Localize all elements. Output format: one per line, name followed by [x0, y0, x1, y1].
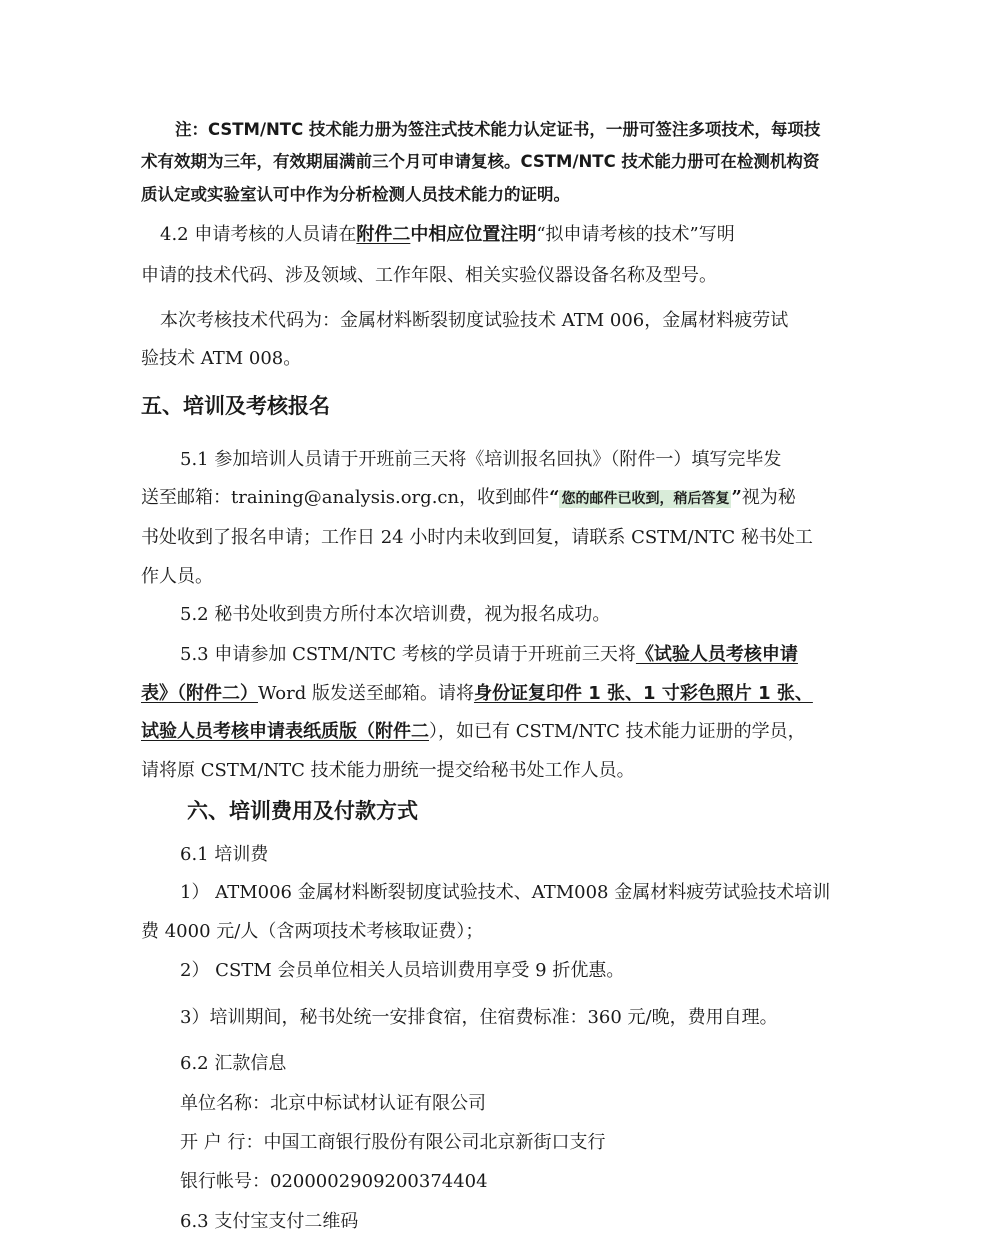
codes-line-2: 验技术 ATM 008。 — [141, 348, 302, 369]
highlighted-reply: 您的邮件已收到，稍后答复 — [561, 491, 730, 507]
section-5-1-line-1: 5.1 参加培训人员请于开班前三天将《培训报名回执》（附件一）填写完毕发 — [180, 449, 782, 470]
section-4-2-text-d: “拟申请考核的技术”写明 — [536, 224, 735, 245]
section-4-2-text-a: 4.2 申请考核的人员请在 — [160, 224, 357, 245]
section-5-1-text-end: 视为秘 — [741, 487, 796, 508]
application-form-ref-1: 《试验人员考核申请 — [635, 644, 798, 665]
section-5-3-line-2 — [141, 682, 813, 706]
heading-section-5: 五、培训及考核报名 — [141, 394, 330, 418]
section-6-3-title: 6.3 支付宝支付二维码 — [180, 1211, 359, 1232]
fee-item-1-line-2: 费 4000 元/人（含两项技术考核取证费）； — [141, 921, 484, 942]
fee-item-2: 2） CSTM 会员单位相关人员培训费用享受 9 折优惠。 — [180, 960, 625, 981]
section-5-3-line-4: 请将原 CSTM/NTC 技术能力册统一提交给秘书处工作人员。 — [141, 760, 635, 781]
note-line-1: 注：CSTM/NTC 技术能力册为签注式技术能力认定证书，一册可签注多项技术，每项技 — [175, 120, 821, 139]
section-5-1-line-2 — [141, 486, 796, 511]
section-5-2: 5.2 秘书处收到贵方所付本次培训费，视为报名成功。 — [180, 604, 611, 625]
close-quote: ” — [731, 487, 742, 508]
section-5-3-line-1 — [180, 643, 798, 667]
section-5-1-line-4: 作人员。 — [141, 566, 213, 587]
open-quote: “ — [549, 487, 560, 508]
section-5-3-text-a: 5.3 申请参加 CSTM/NTC 考核的学员请于开班前三天将 — [180, 644, 636, 665]
section-4-2-line-2: 申请的技术代码、涉及领域、工作年限、相关实验仪器设备名称及型号。 — [141, 265, 717, 286]
section-4-2-line-1 — [160, 223, 735, 247]
heading-section-6: 六、培训费用及付款方式 — [187, 799, 418, 823]
note-line-3: 质认定或实验室认可中作为分析检测人员技术能力的证明。 — [141, 185, 570, 204]
attachment-2-ref: 附件二 — [356, 224, 411, 245]
email-text: 送至邮箱：training@analysis.org.cn，收到邮件 — [141, 487, 550, 508]
section-4-2-text-c: 中相应位置注明 — [410, 224, 537, 245]
codes-line-1: 本次考核技术代码为：金属材料断裂韧度试验技术 ATM 006，金属材料疲劳试 — [160, 310, 789, 331]
id-copy-requirement: 身份证复印件 1 张、1 寸彩色照片 1 张、 — [473, 683, 813, 704]
section-5-1-line-3: 书处收到了报名申请；工作日 24 小时内未收到回复，请联系 CSTM/NTC 秘书处工 — [141, 527, 813, 548]
note-line-2: 术有效期为三年，有效期届满前三个月可申请复核。CSTM/NTC 技术能力册可在检测机构资 — [141, 152, 820, 171]
application-form-ref-2: 表》（附件二） — [141, 683, 258, 704]
section-5-3-text-b: Word 版发送至邮箱。请将 — [258, 683, 474, 704]
payee-name: 单位名称：北京中标试材认证有限公司 — [180, 1093, 486, 1114]
fee-item-1-line-1: 1） ATM006 金属材料断裂韧度试验技术、ATM008 金属材料疲劳试验技术培训 — [180, 882, 831, 903]
section-5-3-text-c: ），如已有 CSTM/NTC 技术能力证册的学员， — [429, 721, 806, 742]
section-6-2-title: 6.2 汇款信息 — [180, 1053, 287, 1074]
section-6-1-title: 6.1 培训费 — [180, 844, 269, 865]
payee-bank: 开 户 行：中国工商银行股份有限公司北京新街口支行 — [180, 1132, 606, 1153]
section-5-3-line-3 — [141, 720, 806, 744]
paper-form-requirement: 试验人员考核申请表纸质版（附件二 — [141, 721, 429, 742]
payee-account: 银行帐号：0200002909200374404 — [180, 1171, 488, 1192]
fee-item-3: 3）培训期间，秘书处统一安排食宿，住宿费标准：360 元/晚，费用自理。 — [180, 1007, 778, 1028]
